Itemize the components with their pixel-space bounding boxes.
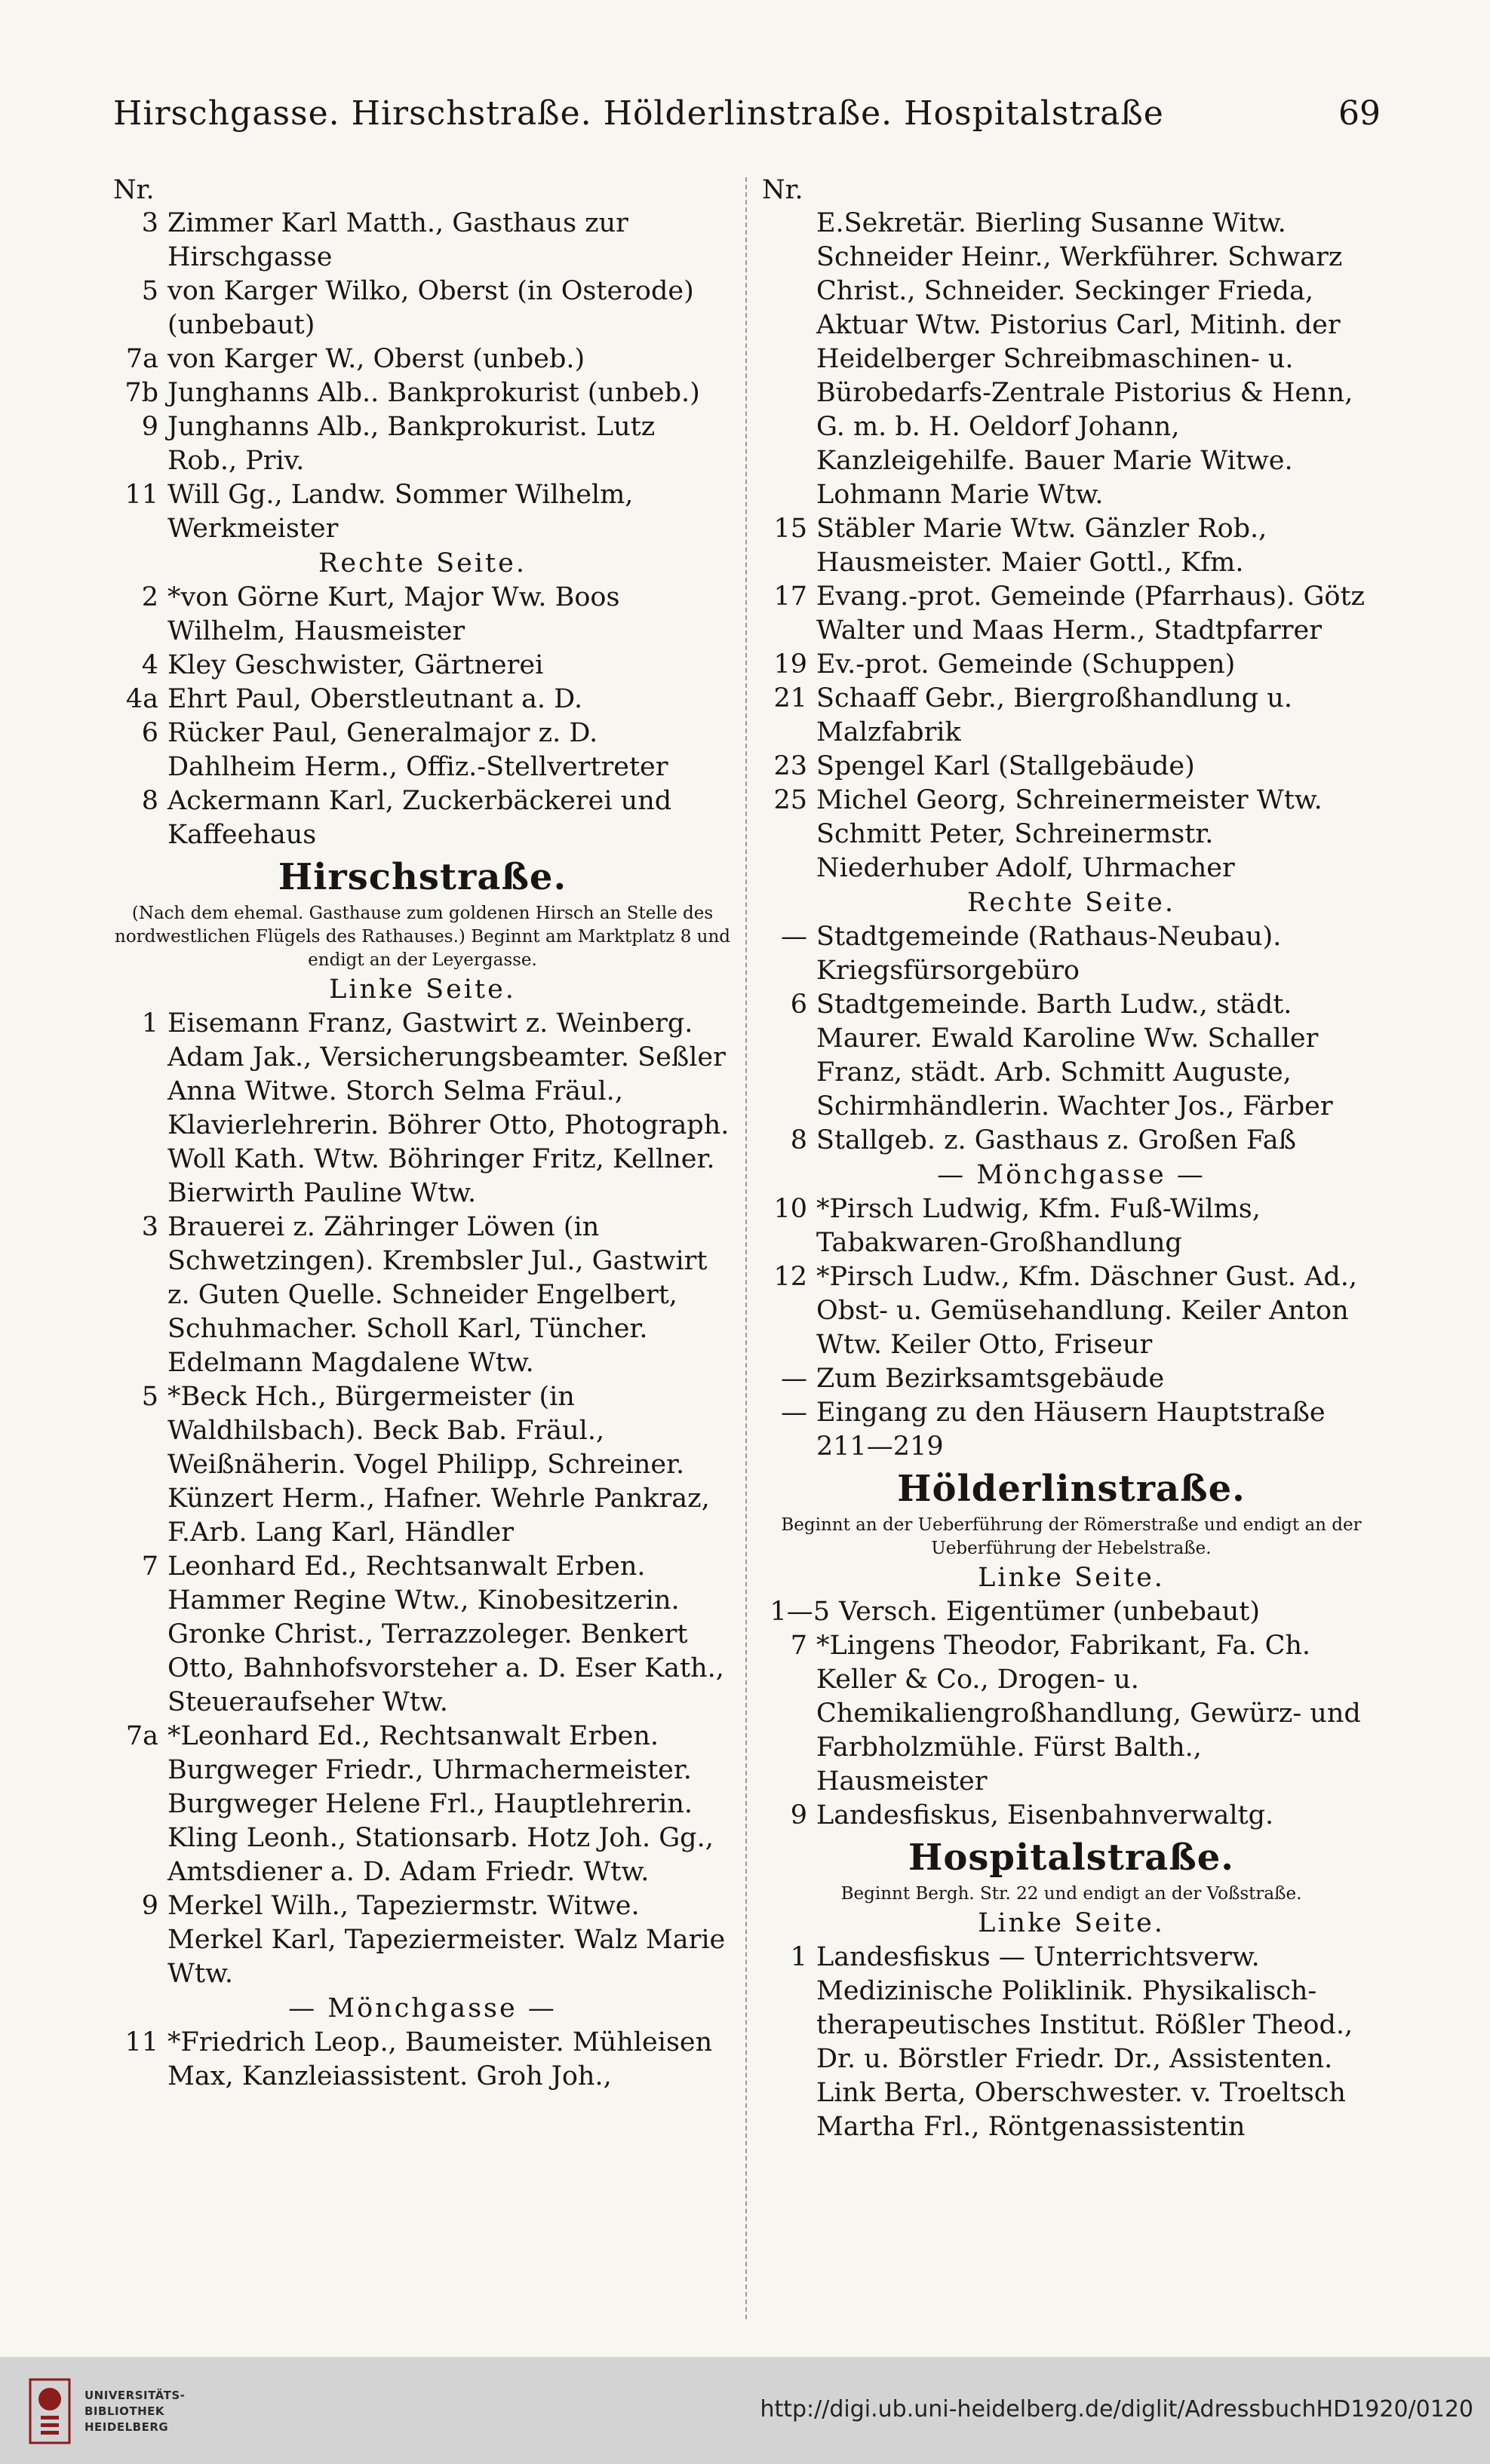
entry-text: Spengel Karl (Stallgebäude) [816,751,1195,781]
house-number: 6 [790,990,807,1020]
entry-text: *Lingens Theodor, Fabrikant, Fa. Ch. Keller & Co., Drogen- u. Chemikaliengroßhandlung, Gewürz- und Farbholzmühle. Fürst Balth., Hausmeister [816,1631,1361,1797]
address-entry [762,1362,1381,1396]
address-entry [113,716,732,784]
running-title: Hirschgasse. Hirschstraße. Hölderlinstraße. Hospitalstraße [113,94,1164,133]
entry-text: Stadtgemeinde (Rathaus-Neubau). Kriegsfürsorgebüro [816,922,1282,986]
house-number: 7a [125,1721,158,1751]
house-number [762,207,816,512]
address-entry [762,1799,1381,1833]
entry-text: Schaaff Gebr., Biergroßhandlung u. Malzfabrik [816,683,1292,747]
entry-text: Junghanns Alb.. Bankprokurist (unbeb.) [167,378,700,408]
address-entry [113,376,732,410]
house-number: 21 [773,683,807,713]
entry-text: *Pirsch Ludw., Kfm. Däschner Gust. Ad., Obst- u. Gemüsehandlung. Keiler Anton Wtw. Keiler Otto, Friseur [816,1262,1357,1360]
address-entry [113,1550,732,1720]
house-number: 11 [124,2027,158,2057]
house-number: 5 [141,1382,158,1412]
house-number: 11 [124,480,158,510]
address-entry [762,1941,1381,2144]
university-seal-icon [27,2377,72,2446]
address-entry [113,1889,732,1991]
address-entry [113,1380,732,1550]
entry-text: Merkel Wilh., Tapeziermstr. Witwe. Merkel Karl, Tapeziermeister. Walz Marie Wtw. [167,1891,726,1989]
address-entry [762,682,1381,750]
street-title-hoelderlinstrasse: Hölderlinstraße. [897,1468,1246,1510]
house-number: 4a [125,684,158,714]
address-entry [762,1124,1381,1158]
address-entry [762,512,1381,580]
footer-bar [0,2357,1490,2464]
house-number: — [781,922,807,952]
house-number: 3 [141,208,158,238]
house-number: 5 [141,276,158,306]
address-entry [113,410,732,478]
logo-line: HEIDELBERG [84,2420,169,2434]
nr-label: Nr. [113,175,155,205]
house-number: 3 [141,1212,158,1242]
entry-text: Brauerei z. Zähringer Löwen (in Schwetzingen). Krembsler Jul., Gastwirt z. Guten Quelle. Schneider Engelbert, Schuhmacher. Scholl Karl, Tüncher. Edelmann Magdalene Wtw. [167,1212,708,1378]
hospitalstrasse-entries [762,1941,1381,2144]
house-number: 7b [124,378,158,408]
nr-label: Nr. [762,175,803,205]
entry-text: *Leonhard Ed., Rechtsanwalt Erben. Burgweger Friedr., Uhrmachermeister. Burgweger Helene Frl., Hauptlehrerin. Kling Leonh., Stationsarb. Hotz Joh. Gg., Amtsdiener a. D. Adam Friedr. Wtw. [167,1721,714,1887]
right-column [762,173,1381,2331]
address-entry [113,649,732,683]
house-number: 1—5 [770,1597,830,1627]
house-number: 7a [125,344,158,374]
logo-line: BIBLIOTHEK [84,2404,164,2418]
section-rechte-seite: Rechte Seite. [967,888,1175,918]
address-entry [762,1192,1381,1260]
page-number: 69 [1338,94,1381,133]
street-note-hospitalstrasse: Beginnt Bergh. Str. 22 und endigt an der Voßstraße. [840,1884,1302,1904]
entry-text: Junghanns Alb., Bankprokurist. Lutz Rob., Priv. [167,412,656,476]
address-entry [113,784,732,852]
street-title-hirschstrasse: Hirschstraße. [278,856,567,898]
house-number: 6 [141,718,158,748]
entry-text: E.Sekretär. Bierling Susanne Witw. Schneider Heinr., Werkführer. Schwarz Christ., Schneider. Seckinger Frieda, Aktuar Wtw. Pistorius Carl, Mitinh. der Heidelberger Schreibmaschinen- u. Bürobedarfs-Zentrale Pistorius & Henn, G. m. b. H. Oeldorf Johann, Kanzleigehilfe. Bauer Marie Witwe. Lohmann Marie Wtw. [816,208,1353,510]
house-number: 9 [790,1800,807,1830]
address-entry [113,478,732,546]
house-number: 8 [790,1125,807,1155]
left-column [113,173,732,2331]
house-number: 7 [141,1551,158,1582]
address-entry [762,580,1381,648]
address-entry [762,1396,1381,1464]
address-entry [113,342,732,376]
section-rechte-seite: Rechte Seite. [318,548,527,578]
house-number: 15 [773,514,807,544]
entry-text: Landesfiskus, Eisenbahnverwaltg. [816,1800,1274,1830]
house-number: — [781,1364,807,1394]
address-entry [113,1007,732,1211]
house-number: 4 [141,650,158,680]
entry-text: Stadtgemeinde. Barth Ludw., städt. Maurer. Ewald Karoline Ww. Schaller Franz, städt. Arb. Schmitt Auguste, Schirmhändlerin. Wachter Jos., Färber [816,990,1333,1122]
address-entry [762,920,1381,988]
house-number: 9 [141,1891,158,1921]
house-number: 23 [773,751,807,781]
hirschgasse-right-entries [113,581,732,852]
entry-text: Eisemann Franz, Gastwirt z. Weinberg. Adam Jak., Versicherungsbeamter. Seßler Anna Witwe. Storch Selma Fräul., Klavierlehrerin. Böhrer Otto, Photograph. Woll Kath. Wtw. Böhringer Fritz, Kellner. Bierwirth Pauline Wtw. [167,1008,730,1208]
entry-text: von Karger Wilko, Oberst (in Osterode) (unbebaut) [167,276,694,340]
address-entry [762,784,1381,885]
address-entry [762,750,1381,784]
section-linke-seite: Linke Seite. [978,1563,1165,1593]
entry-text: von Karger W., Oberst (unbeb.) [167,344,585,374]
hirschstrasse-left-tail-entries [113,2026,732,2094]
logo-text [84,2388,185,2435]
entry-text: Eingang zu den Häusern Hauptstraße 211—219 [816,1398,1326,1462]
entry-text: Kley Geschwister, Gärtnerei [167,650,544,680]
address-entry [113,1720,732,1889]
cross-street-moenchgasse: — Mönchgasse — [288,1993,557,2024]
house-number: 1 [790,1942,807,1972]
house-number: 25 [773,785,807,815]
address-entry [762,207,1381,512]
entry-text: *Beck Hch., Bürgermeister (in Waldhilsbach). Beck Bab. Fräul., Weißnäherin. Vogel Philipp, Schreiner. Künzert Herm., Hafner. Wehrle Pankraz, F.Arb. Lang Karl, Händler [167,1382,710,1548]
section-linke-seite: Linke Seite. [329,974,516,1005]
library-logo[interactable] [27,2373,223,2449]
house-number: 9 [141,412,158,442]
house-number: 19 [773,649,807,680]
page-header [113,83,1381,143]
entry-text: Landesfiskus — Unterrichtsverw. Medizinische Poliklinik. Physikalisch-therapeutisches Institut. Rößler Theod., Dr. u. Börstler Friedr. Dr., Assistenten. Link Berta, Oberschwester. v. Troeltsch Martha Frl., Röntgenassistentin [816,1942,1353,2142]
section-linke-seite: Linke Seite. [978,1908,1165,1938]
entry-text: Ehrt Paul, Oberstleutnant a. D. [167,684,583,714]
house-number: 17 [773,581,807,612]
hirschstrasse-left-entries [113,1007,732,1991]
address-entry [113,275,732,342]
street-note-hirschstrasse: (Nach dem ehemal. Gasthause zum goldenen Hirsch an Stelle des nordwestlichen Flügels des Rathauses.) Beginnt am Marktplatz 8 und endigt an der Leyergasse. [115,904,730,970]
entry-text: *Pirsch Ludwig, Kfm. Fuß-Wilms, Tabakwaren-Großhandlung [816,1194,1261,1258]
address-entry [113,683,732,716]
house-number: 2 [141,582,158,612]
house-number: 8 [141,786,158,816]
entry-text: Stäbler Marie Wtw. Gänzler Rob., Hausmeister. Maier Gottl., Kfm. [816,514,1267,578]
logo-line: UNIVERSITÄTS- [84,2388,186,2402]
source-url-link[interactable]: http://digi.ub.uni-heidelberg.de/diglit/AdressbuchHD1920/0120 [760,2396,1473,2423]
hirschstrasse-right-entries [762,920,1381,1158]
house-number: 12 [773,1262,807,1292]
house-number: 1 [141,1008,158,1039]
address-entry [762,1260,1381,1362]
entry-text: Rücker Paul, Generalmajor z. D. Dahlheim Herm., Offiz.-Stellvertreter [167,718,668,782]
address-entry [113,207,732,275]
entry-text: Versch. Eigentümer (unbebaut) [839,1597,1261,1627]
house-number: 7 [790,1631,807,1661]
street-note-hoelderlinstrasse: Beginnt an der Ueberführung der Römerstraße und endigt an der Ueberführung der Hebelstraße. [781,1515,1362,1558]
house-number: 10 [773,1194,807,1224]
entry-text: Stallgeb. z. Gasthaus z. Großen Faß [816,1125,1297,1155]
hirschstrasse-right-tail-entries [762,1192,1381,1464]
street-title-hospitalstrasse: Hospitalstraße. [908,1836,1234,1879]
hoelderlinstrasse-entries [762,1595,1381,1833]
address-entry [762,1629,1381,1799]
entry-text: Zimmer Karl Matth., Gasthaus zur Hirschgasse [167,208,628,272]
column-divider [745,177,747,2319]
continued-entries [762,207,1381,885]
entry-text: Ev.-prot. Gemeinde (Schuppen) [816,649,1236,680]
address-entry [113,2026,732,2094]
address-entry [762,648,1381,682]
address-entry [762,1595,1381,1629]
entry-text: *Friedrich Leop., Baumeister. Mühleisen Max, Kanzleiassistent. Groh Joh., [167,2027,713,2091]
entry-text: Evang.-prot. Gemeinde (Pfarrhaus). Götz Walter und Maas Herm., Stadtpfarrer [816,581,1366,646]
entry-text: Will Gg., Landw. Sommer Wilhelm, Werkmeister [167,480,634,544]
entry-text: *von Görne Kurt, Major Ww. Boos Wilhelm, Hausmeister [167,582,620,646]
entry-text: Michel Georg, Schreinermeister Wtw. Schmitt Peter, Schreinermstr. Niederhuber Adolf, Uhrmacher [816,785,1323,883]
entry-text: Zum Bezirksamtsgebäude [816,1364,1165,1394]
address-entry [113,1211,732,1380]
house-number: — [781,1398,807,1428]
hirschgasse-left-entries [113,207,732,546]
cross-street-moenchgasse: — Mönchgasse — [937,1160,1206,1190]
address-entry [762,988,1381,1124]
entry-text: Leonhard Ed., Rechtsanwalt Erben. Hammer Regine Wtw., Kinobesitzerin. Gronke Christ., Terrazzoleger. Benkert Otto, Bahnhofsvorsteher a. D. Eser Kath., Steueraufseher Wtw. [167,1551,724,1717]
address-entry [113,581,732,649]
entry-text: Ackermann Karl, Zuckerbäckerei und Kaffeehaus [167,786,672,850]
